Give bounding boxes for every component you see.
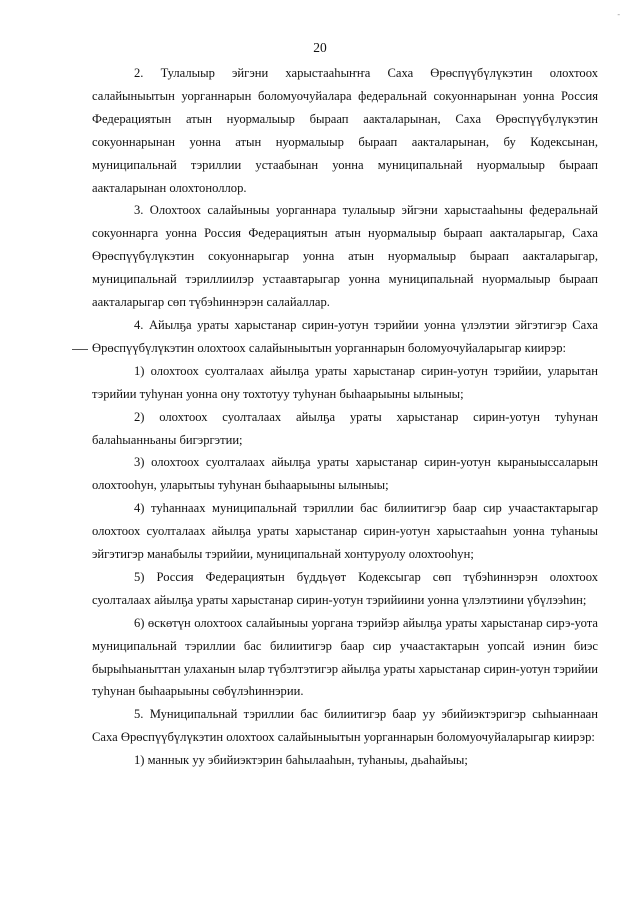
margin-tick-mark (72, 349, 88, 350)
subitem-5-1: 1) маннык уу эбийиэктэрин баһылааһын, туһаныы, дьаһайыы; (134, 753, 468, 768)
paragraph-item-2: 2. Тулалыыр эйгэни харыстааһыҥҥа Саха Өрөспүүбүлүкэтин олохтоох салайыныытын уорганнарын боломуочуйалара федеральнай сокуоннарынан уонна Россия Федерациятын атын нуормалыыр быраап аакталарынан, Саха Өрөспүүбүлүкэтин сокуоннарынан уонна атын нуормалыыр быраап аакталарынан, бу Кодексынан, муниципальнай тэриллии устаабынан уонна муниципальнай нуормалыыр быраап аакталарынан олохтоноллор. (92, 66, 598, 195)
subitem-4-6: 6) өскөтүн олохтоох салайыныы уоргана тэрийэр айылҕа ураты харыстанар сирэ-уота муниципальнай тэриллии бас билиитигэр баар сир учаастактарын уопсай иэнин биэс бырыһыаныттан улаханын ылар түбэлтэтигэр айылҕа ураты харыстанар сирин-уотун тэрийии туһунан быһаарыыны сөбүлэһиннэрии. (92, 615, 598, 699)
document-body (92, 62, 598, 772)
paragraph-item-4: 4. Айылҕа ураты харыстанар сирин-уотун тэрийии уонна үлэлэтии эйгэтигэр Саха Өрөспүүбүлүкэтин олохтоох салайыныытын уорганнарын боломуочуйаларыгар киирэр: (92, 317, 598, 355)
paragraph-item-5: 5. Муниципальнай тэриллии бас билиитигэр баар уу эбийиэктэригэр сыһыаннаан Саха Өрөспүүбүлүкэтин олохтоох салайыныытын уорганнарын боломуочуйаларыгар киирэр: (92, 707, 598, 745)
subitem-4-2: 2) олохтоох суолталаах айылҕа ураты харыстанар сирин-уотун туһунан балаһыанньаны бигэргэтии; (92, 409, 598, 447)
subitem-4-5: 5) Россия Федерациятын бүддьүөт Кодексыгар сөп түбэһиннэрэн олохтоох суолталаах айылҕа ураты харыстанар сирин-уотун тэрийиини уонна үлэлэтиини үбүлээһин; (92, 569, 598, 607)
subitem-4-1: 1) олохтоох суолталаах айылҕа ураты харыстанар сирин-уотун тэрийии, уларытан тэрийии туһунан уонна ону тохтотуу туһунан быһаарыыны ылыныы; (92, 363, 598, 401)
subitem-4-3: 3) олохтоох суолталаах айылҕа ураты харыстанар сирин-уотун кыраныыссаларын олохтооһун, уларытыы туһунан быһаарыыны ылыныы; (92, 455, 598, 493)
subitem-4-4: 4) туһаннаах муниципальнай тэриллии бас билиитигэр баар сир учаастактарыгар олохтоох суолталаах айылҕа ураты харыстанар сирин-уотун харыстааһын уонна туһаныы эйгэтигэр манабылы тэрийии, муниципальнай хонтуруолу олохтооһун; (92, 501, 598, 562)
corner-mark: - (617, 10, 620, 19)
paragraph-item-3: 3. Олохтоох салайыныы уорганнара тулалыыр эйгэни харыстааһыны федеральнай сокуоннарга уонна Россия Федерациятын атын нуормалыыр быраап аакталарыгар, Саха Өрөспүүбүлүкэтин сокуоннарыгар уонна атын нуормалыыр быраап аакталарыгар, муниципальнай тэриллиилэр устаавтарыгар уонна муниципальнай нуормалыыр быраап аакталарыгар сөп түбэһиннэрэн салайаллар. (92, 203, 598, 310)
page-number: 20 (313, 40, 327, 55)
